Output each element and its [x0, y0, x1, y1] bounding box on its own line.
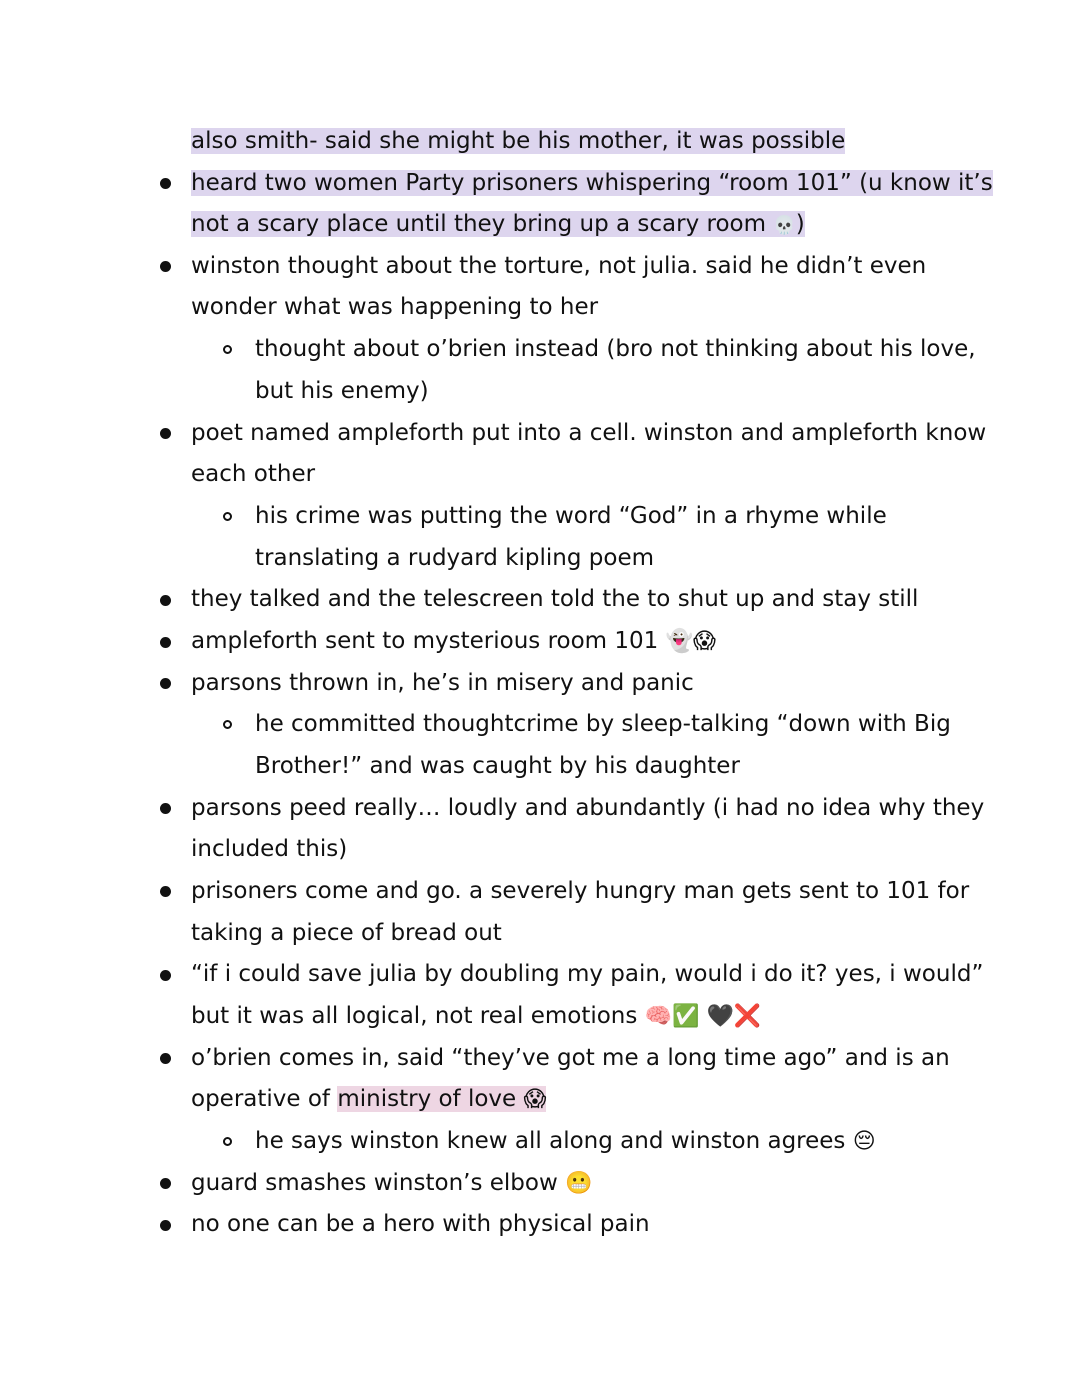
- bullet-icon: [160, 886, 171, 897]
- note-line: his crime was putting the word “God” in a rhyme while: [255, 503, 887, 529]
- bullet-icon: [160, 178, 171, 189]
- highlighted-text: also smith- said she might be his mother, it was possible: [191, 128, 846, 154]
- note-line: thought about o’brien instead (bro not thinking about his love,: [255, 336, 976, 362]
- line-text: ): [795, 211, 805, 237]
- note-line: [191, 620, 716, 662]
- note-line: they talked and the telescreen told the to shut up and stay still: [191, 586, 919, 612]
- line-text: ampleforth sent to mysterious room 101: [191, 628, 666, 654]
- bullet-icon: [160, 637, 171, 648]
- note-line: poet named ampleforth put into a cell. winston and ampleforth know: [191, 420, 987, 446]
- note-line: translating a rudyard kipling poem: [255, 545, 655, 571]
- sub-bullet-icon: [223, 1137, 232, 1146]
- note-line: parsons peed really… loudly and abundantly (i had no idea why they: [191, 795, 985, 821]
- pensive-face-icon: 😔: [852, 1129, 876, 1154]
- note-line: Brother!” and was caught by his daughter: [255, 753, 740, 779]
- bullet-icon: [160, 1053, 171, 1064]
- line-text: but it was all logical, not real emotions: [191, 1003, 645, 1029]
- line-text: operative of: [191, 1086, 338, 1112]
- note-line: no one can be a hero with physical pain: [191, 1211, 650, 1237]
- sub-bullet-icon: [223, 512, 232, 521]
- note-line: “if i could save julia by doubling my pain, would i do it? yes, i would”: [191, 961, 984, 987]
- bullet-icon: [160, 595, 171, 606]
- bullet-icon: [160, 1178, 171, 1189]
- note-line: but his enemy): [255, 378, 429, 404]
- bullet-icon: [160, 1220, 171, 1231]
- note-line: [191, 162, 993, 204]
- bullet-icon: [160, 678, 171, 689]
- note-line: o’brien comes in, said “they’ve got me a long time ago” and is an: [191, 1045, 950, 1071]
- grimacing-face-icon: 😬: [565, 1171, 593, 1196]
- note-line: wonder what was happening to her: [191, 294, 599, 320]
- note-line: [255, 1120, 876, 1162]
- scream-icon: 😱: [523, 1087, 547, 1112]
- bullet-icon: [160, 803, 171, 814]
- brain-check-heart-cross-icon: 🧠✅ 🖤❌: [644, 1004, 762, 1029]
- line-text: guard smashes winston’s elbow: [191, 1170, 566, 1196]
- note-line: prisoners come and go. a severely hungry man gets sent to 101 for: [191, 878, 970, 904]
- note-line: [191, 120, 845, 162]
- note-line: included this): [191, 836, 348, 862]
- highlighted-text: [191, 211, 805, 237]
- note-line: each other: [191, 461, 316, 487]
- bullet-icon: [160, 970, 171, 981]
- sub-bullet-icon: [223, 720, 232, 729]
- highlighted-text: heard two women Party prisoners whispering “room 101” (u know it’s: [191, 170, 993, 196]
- skull-icon: 💀: [773, 215, 796, 236]
- note-line: parsons thrown in, he’s in misery and panic: [191, 670, 694, 696]
- note-line: [191, 203, 805, 245]
- sub-bullet-icon: [223, 345, 232, 354]
- highlighted-text: [337, 1086, 546, 1112]
- note-line: [191, 995, 761, 1037]
- line-text: he says winston knew all along and winston agrees: [255, 1128, 853, 1154]
- bullet-icon: [160, 428, 171, 439]
- line-text: ministry of love: [337, 1086, 524, 1112]
- note-line: [191, 1078, 546, 1120]
- line-text: not a scary place until they bring up a scary room: [191, 211, 774, 237]
- ghost-scream-icon: 👻😱: [665, 629, 716, 654]
- note-line: he committed thoughtcrime by sleep-talking “down with Big: [255, 711, 951, 737]
- note-line: [191, 1162, 593, 1204]
- bullet-icon: [160, 261, 171, 272]
- note-line: taking a piece of bread out: [191, 920, 502, 946]
- note-line: winston thought about the torture, not julia. said he didn’t even: [191, 253, 927, 279]
